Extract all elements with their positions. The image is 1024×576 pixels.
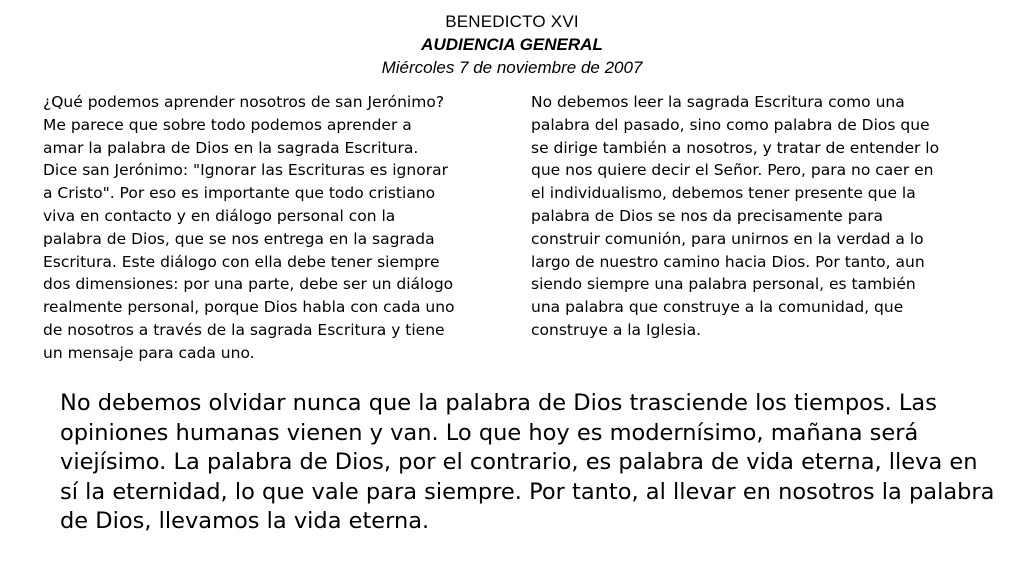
text-line: sí la eternidad, lo que vale para siempre. Por tanto, al llevar en nosotros la palabra — [60, 478, 995, 505]
text-line: No debemos olvidar nunca que la palabra de Dios trasciende los tiempos. Las — [60, 390, 937, 416]
text-line: palabra del pasado, sino como palabra de Dios que — [531, 115, 930, 134]
text-line: largo de nuestro camino hacia Dios. Por tanto, aun — [531, 252, 925, 271]
closing-paragraph — [60, 389, 1010, 537]
left-column-text — [43, 91, 501, 365]
text-line: construye a la Iglesia. — [531, 320, 702, 339]
text-line: construir comunión, para unirnos en la verdad a lo — [531, 229, 924, 248]
text-line: a Cristo". Por eso es importante que todo cristiano — [43, 184, 436, 203]
event-date: Miércoles 7 de noviembre de 2007 — [381, 58, 643, 77]
text-line: ¿Qué podemos aprender nosotros de san Jerónimo? — [43, 93, 445, 111]
text-line: un mensaje para cada uno. — [43, 343, 255, 362]
author-name: BENEDICTO XVI — [445, 12, 579, 31]
text-line: palabra de Dios se nos da precisamente para — [531, 206, 883, 225]
text-line: una palabra que construye a la comunidad, que — [531, 298, 904, 317]
text-line: de nosotros a través de la sagrada Escritura y tiene — [43, 320, 445, 339]
document-header — [0, 10, 1024, 79]
text-line: realmente personal, porque Dios habla con cada uno — [43, 298, 455, 317]
text-line: siendo siempre una palabra personal, es también — [531, 275, 916, 294]
right-column-text — [531, 91, 979, 342]
text-line: viva en contacto y en diálogo personal con la — [43, 206, 396, 225]
text-line: el individualismo, debemos tener presente que la — [531, 184, 916, 203]
text-line: de Dios, llevamos la vida eterna. — [60, 508, 430, 534]
text-line: se dirige también a nosotros, y tratar de entender lo — [531, 138, 940, 157]
text-line: palabra de Dios, que se nos entrega en la sagrada — [43, 229, 435, 248]
text-line: viejísimo. La palabra de Dios, por el contrario, es palabra de vida eterna, lleva en — [60, 449, 978, 475]
text-line: Me parece que sobre todo podemos aprender a — [43, 115, 412, 134]
text-line: amar la palabra de Dios en la sagrada Escritura. — [43, 138, 419, 157]
text-line: Escritura. Este diálogo con ella debe tener siempre — [43, 252, 440, 271]
event-title: AUDIENCIA GENERAL — [421, 35, 603, 54]
text-line: opiniones humanas vienen y van. Lo que hoy es modernísimo, mañana será — [60, 419, 919, 446]
text-line: que nos quiere decir el Señor. Pero, para no caer en — [531, 161, 934, 180]
text-line: No debemos leer la sagrada Escritura como una — [531, 93, 905, 111]
text-line: Dice san Jerónimo: "Ignorar las Escrituras es ignorar — [43, 161, 448, 180]
text-line: dos dimensiones: por una parte, debe ser un diálogo — [43, 275, 454, 294]
